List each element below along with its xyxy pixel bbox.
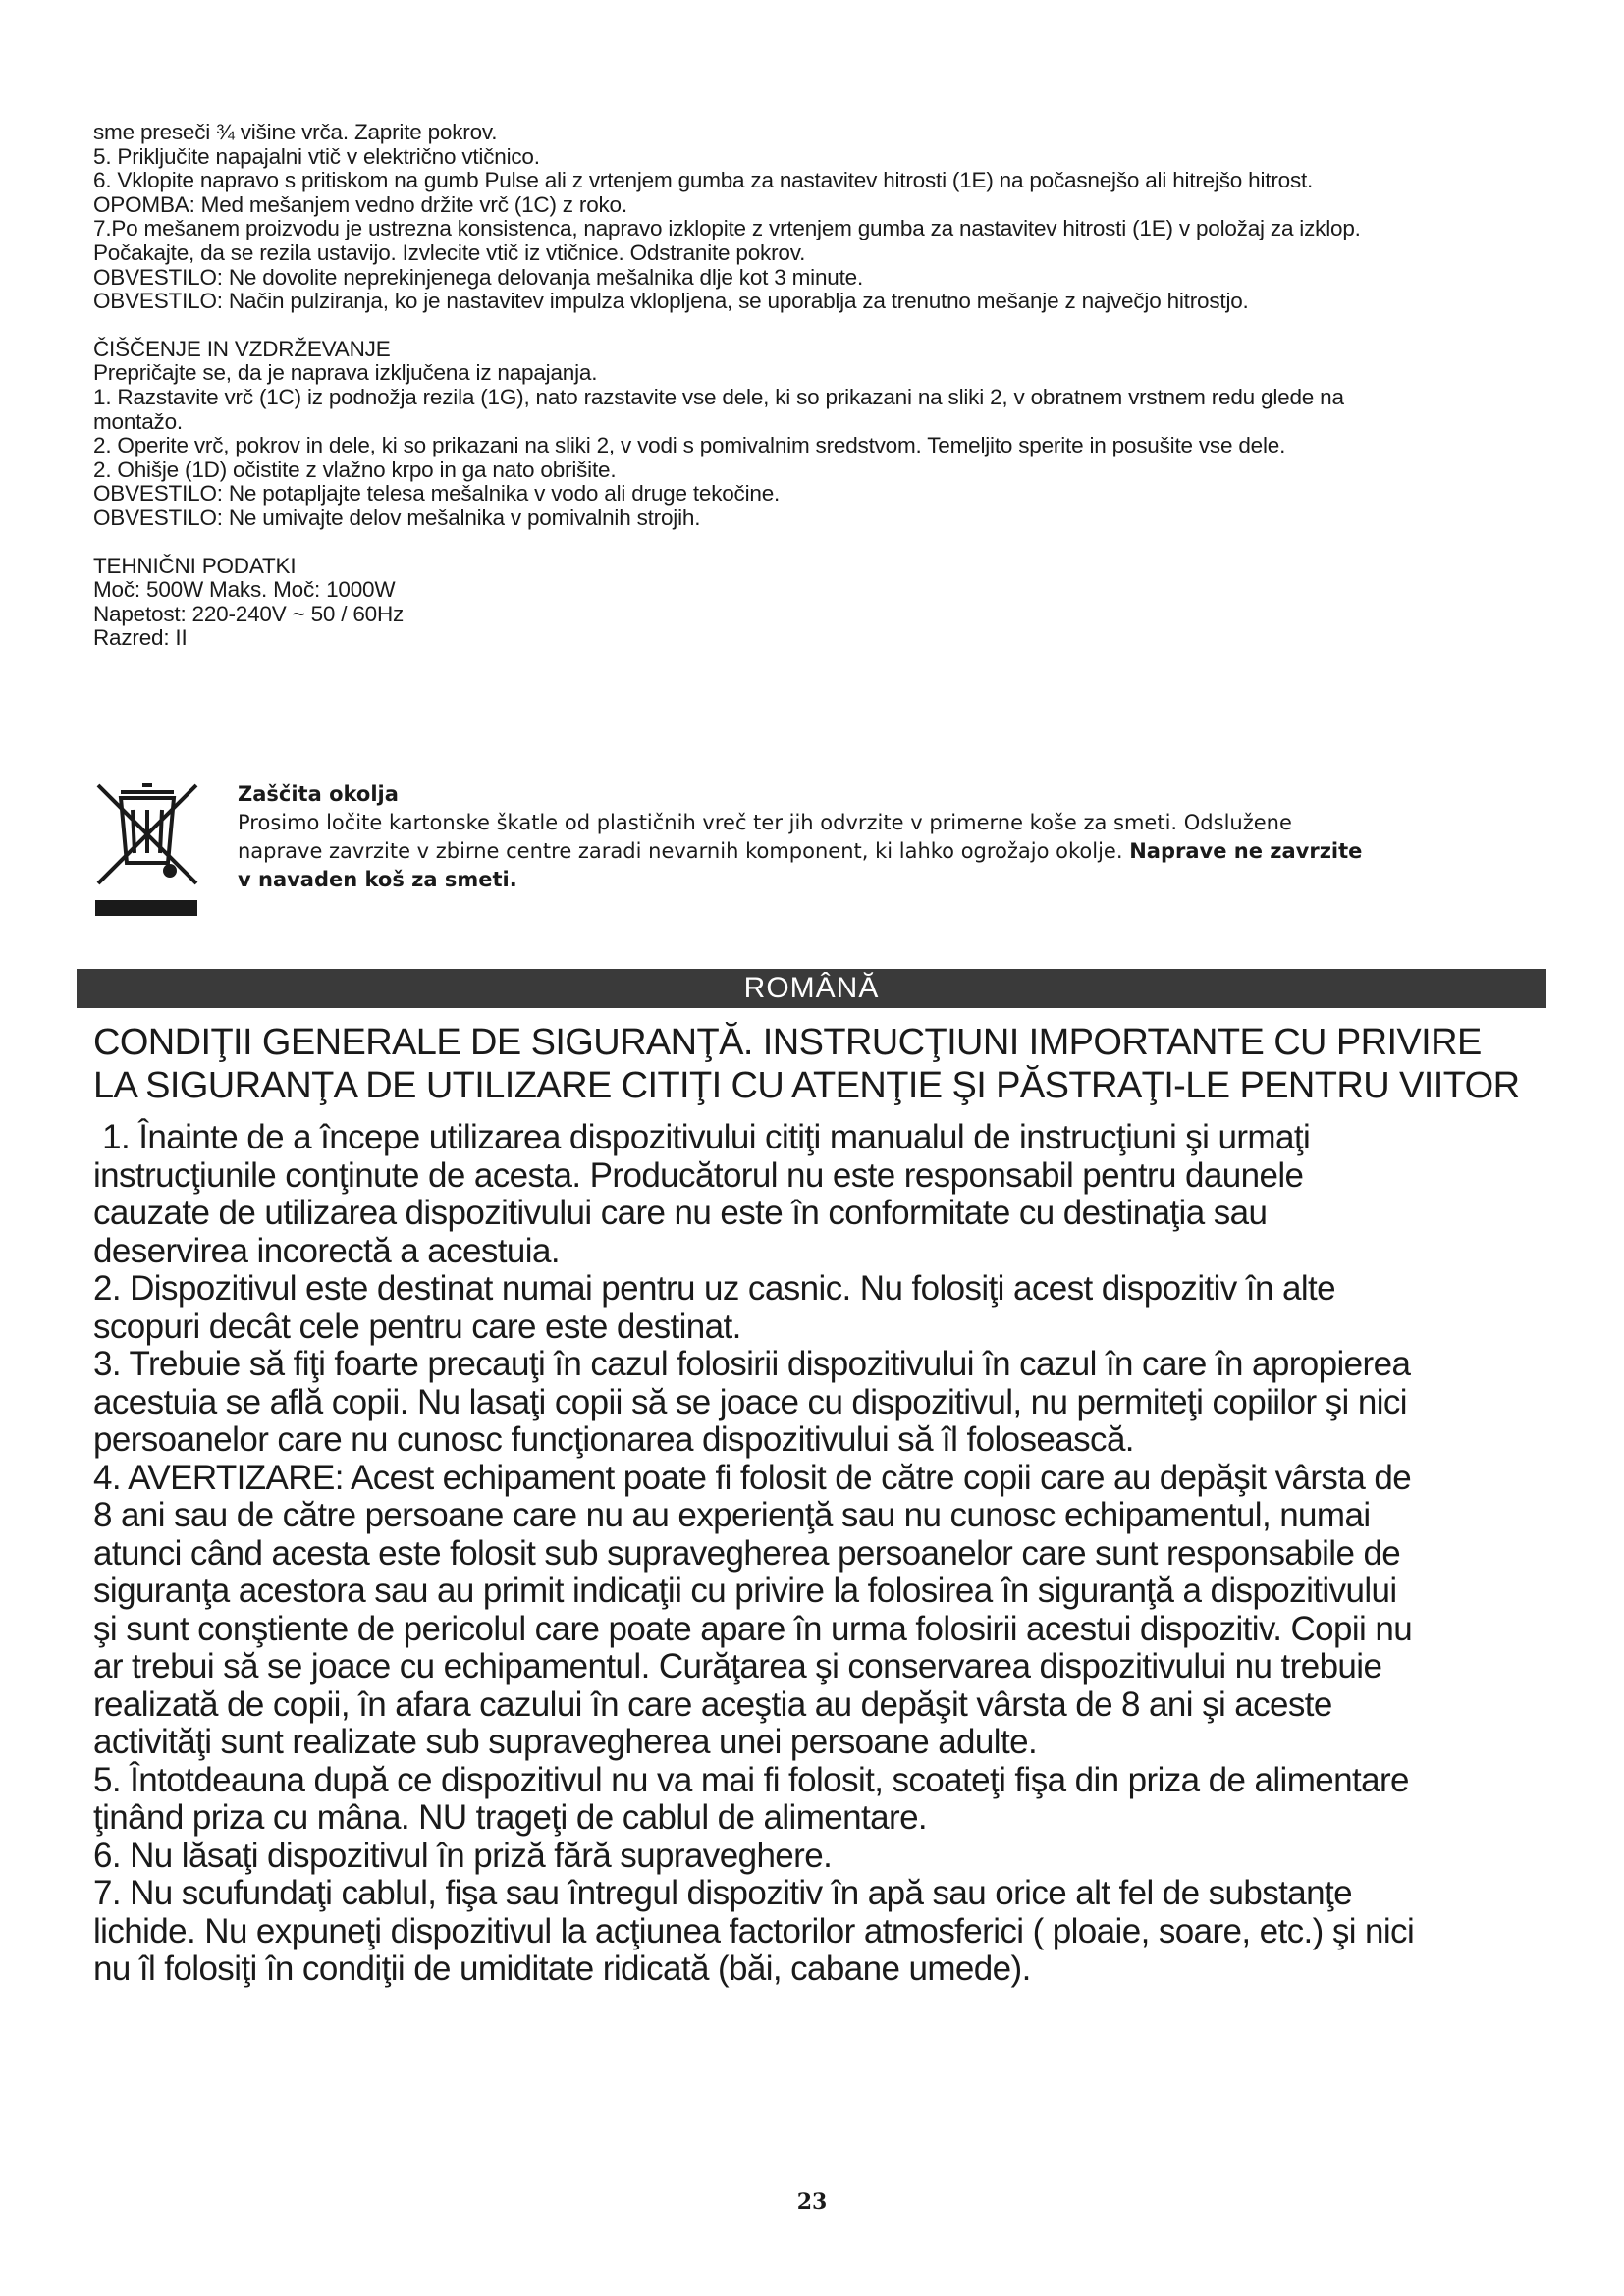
text-line: OBVESTILO: Ne umivajte delov mešalnika v pomivalnih strojih. <box>93 505 701 530</box>
safety-heading <box>93 1021 1566 1107</box>
text-line: 1. Razstavite vrč (1C) iz podnožja rezila (1G), nato razstavite vse dele, ki so prikazani na sliki 2, v obratnem vrstnem redu glede na <box>93 384 1344 409</box>
text-line: OPOMBA: Med mešanjem vedno držite vrč (1C) z roko. <box>93 191 627 217</box>
text-line: 2. Dispozitivul este destinat numai pentru uz casnic. Nu folosiţi acest dispozitiv în alte <box>93 1269 1335 1308</box>
text-line: 2. Operite vrč, pokrov in dele, ki so prikazani na sliki 2, v vodi s pomivalnim sredstvom. Temeljito sperite in posušite vse dele. <box>93 433 1286 458</box>
text-line: deservirea incorectă a acestuia. <box>93 1231 560 1270</box>
heading-line: LA SIGURANŢA DE UTILIZARE CITIŢI CU ATENŢIE ŞI PĂSTRAŢI-LE PENTRU VIITOR <box>93 1065 1520 1106</box>
text-line: nu îl folosiţi în condiţii de umiditate ridicată (băi, cabane umede). <box>93 1949 1031 1988</box>
page-number: 23 <box>796 2189 828 2215</box>
text-line: realizată de copii, în afara cazului în care aceştia au depăşit vârsta de 8 ani şi aceste <box>93 1684 1332 1724</box>
text-line: Prosimo ločite kartonske škatle od plastičnih vreč ter jih odvrzite v primerne koše za smeti. Odslužene <box>238 811 1292 834</box>
heading-line: CONDIŢII GENERALE DE SIGURANŢĂ. INSTRUCŢIUNI IMPORTANTE CU PRIVIRE <box>93 1022 1482 1063</box>
text-line: 5. Întotdeauna după ce dispozitivul nu va mai fi folosit, scoateţi fişa din priza de alimentare <box>93 1760 1409 1799</box>
language-banner: ROMÂNĂ <box>77 969 1546 1008</box>
text-line: 8 ani sau de către persoane care nu au experienţă sau nu cunosc echipamentul, numai <box>93 1496 1371 1534</box>
text-line: siguranţa acestora sau au primit indicaţii cu privire la folosirea în siguranţă a dispozitivului <box>93 1572 1397 1610</box>
text-line: OBVESTILO: Ne potapljajte telesa mešalnika v vodo ali druge tekočine. <box>93 481 781 507</box>
environment-notice <box>93 780 1537 928</box>
text-line: activităţi sunt realizate sub supravegherea unei persoane adulte. <box>93 1723 1038 1761</box>
text-line: v navaden koš za smeti. <box>238 868 517 891</box>
text-line: instrucţiunile conţinute de acesta. Producătorul nu este responsabil pentru daunele <box>93 1155 1304 1195</box>
text-line: OBVESTILO: Način pulziranja, ko je nastavitev impulza vklopljena, se uporablja za trenutno mešanje z največjo hitrostjo. <box>93 289 1249 314</box>
text-run: naprave zavrzite v zbirne centre zaradi nevarnih komponent, ki lahko ogrožajo okolje. <box>238 839 1130 863</box>
text-line: scopuri decât cele pentru care este destinat. <box>93 1307 741 1346</box>
text-line: OBVESTILO: Ne dovolite neprekinjenega delovanja mešalnika dlje kot 3 minute. <box>93 264 864 290</box>
text-line: sme preseči ¾ višine vrča. Zaprite pokrov. <box>93 120 498 144</box>
text-line: Moč: 500W Maks. Moč: 1000W <box>93 577 396 603</box>
text-line: Razred: II <box>93 625 188 651</box>
text-line: atunci când acesta este folosit sub supravegherea persoanelor care sunt responsabile de <box>93 1533 1401 1573</box>
text-line: 7.Po mešanem proizvodu je ustrezna konsistenca, napravo izklopite z vrtenjem gumba za nastavitev hitrosti (1E) v položaj za izklop. <box>93 216 1361 241</box>
text-line: ar trebui să se joace cu echipamentul. Curăţarea şi conservarea dispozitivului nu trebuie <box>93 1647 1382 1685</box>
text-line: 5. Priključite napajalni vtič v električno vtičnico. <box>93 143 540 169</box>
text-line: persoanelor care nu cunosc funcţionarea dispozitivului să îl folosească. <box>93 1420 1134 1459</box>
text-line: Počakajte, da se rezila ustavijo. Izvlecite vtič iz vtičnice. Odstranite pokrov. <box>93 240 806 265</box>
text-line: montažo. <box>93 408 183 434</box>
text-line: 2. Ohišje (1D) očistite z vlažno krpo in ga nato obrišite. <box>93 456 617 482</box>
environment-title: Zaščita okolja <box>238 782 399 806</box>
text-line: lichide. Nu expuneţi dispozitivul la acţiunea factorilor atmosferici ( ploaie, soare, etc.) şi nici <box>93 1911 1415 1950</box>
text-line: Prepričajte se, da je naprava izključena iz napajanja. <box>93 360 598 386</box>
text-line <box>238 837 1563 866</box>
text-line: acestuia se află copii. Nu lasaţi copii să se joace cu dispozitivul, nu permiteţi copiilor şi nici <box>93 1382 1407 1421</box>
bold-text-run: Naprave ne zavrzite <box>1129 839 1363 863</box>
text-line: 6. Vklopite napravo s pritiskom na gumb Pulse ali z vrtenjem gumba za nastavitev hitrosti (1E) na počasnejšo ali hitrejšo hitrost. <box>93 168 1314 193</box>
text-line: 3. Trebuie să fiţi foarte precauţi în cazul folosirii dispozitivului în cazul în care în apropierea <box>93 1345 1411 1383</box>
romanian-instructions <box>93 1119 1566 1989</box>
text-line: şi sunt conştiente de pericolul care poate apare în urma folosirii acestui dispozitiv. Copii nu <box>93 1609 1413 1648</box>
tech-title: TEHNIČNI PODATKI <box>93 553 297 578</box>
text-line: Napetost: 220-240V ~ 50 / 60Hz <box>93 601 405 626</box>
text-line: 1. Înainte de a începe utilizarea dispozitivului citiţi manualul de instrucţiuni şi urmaţi <box>93 1118 1311 1156</box>
text-line: 7. Nu scufundaţi cablul, fişa sau întregul dispozitiv în apă sau orice alt fel de substanţe <box>93 1874 1353 1912</box>
text-line: ţinând priza cu mâna. NU trageţi de cablul de alimentare. <box>93 1798 928 1837</box>
slovene-instructions <box>93 121 1546 651</box>
text-line: 4. AVERTIZARE: Acest echipament poate fi folosit de către copii care au depăşit vârsta de <box>93 1458 1412 1497</box>
environment-text <box>238 780 1563 894</box>
cleaning-title: ČIŠČENJE IN VZDRŽEVANJE <box>93 336 391 361</box>
text-line: 6. Nu lăsaţi dispozitivul în priză fără supraveghere. <box>93 1836 833 1875</box>
text-line: cauzate de utilizarea dispozitivului care nu este în conformitate cu destinaţia sau <box>93 1194 1268 1232</box>
crossed-out-wheelie-bin-icon <box>93 780 201 918</box>
